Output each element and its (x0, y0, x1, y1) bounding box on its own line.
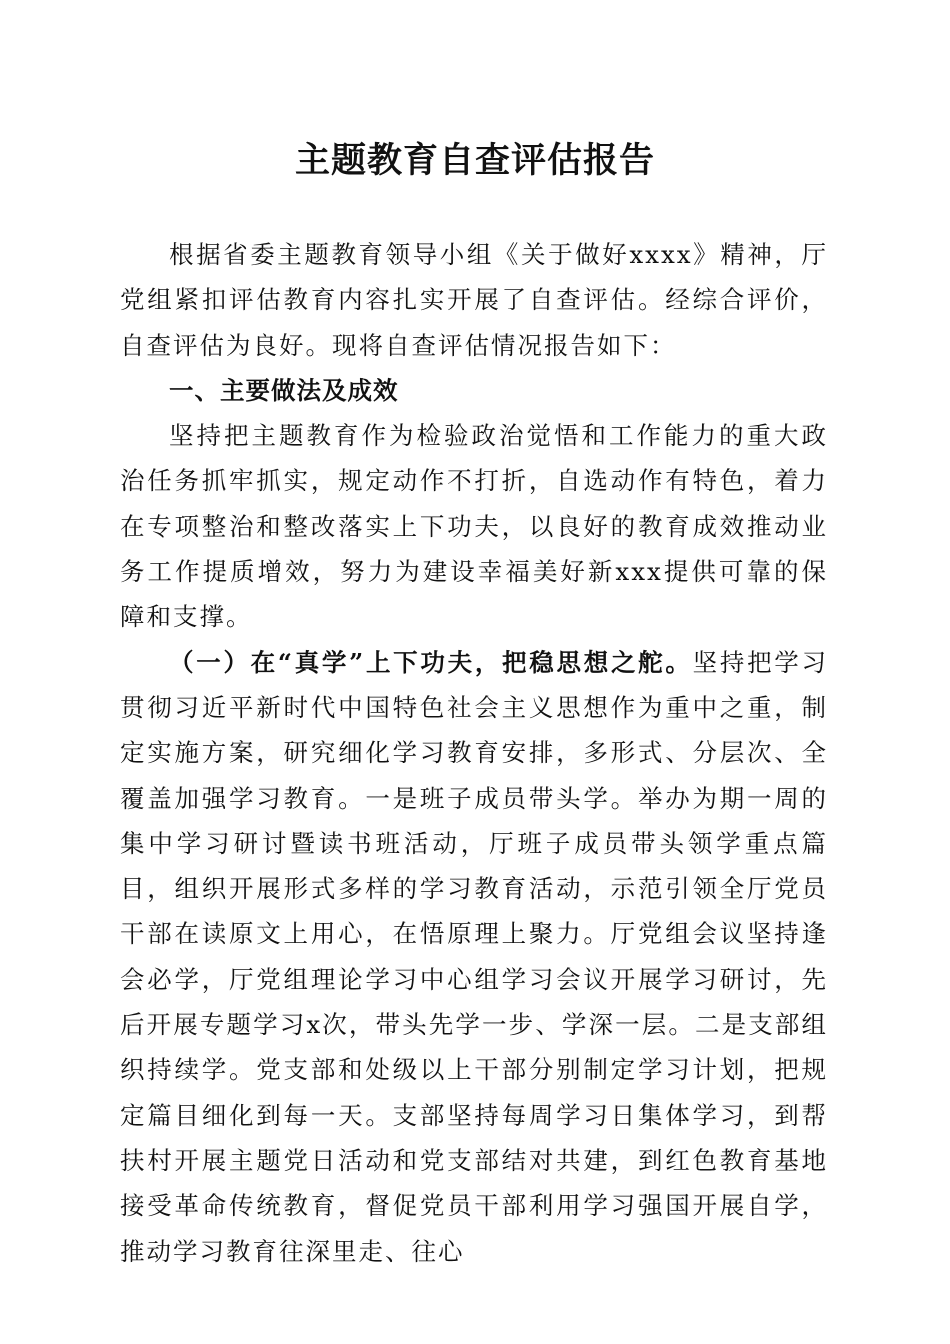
document-body (120, 232, 828, 1274)
document-title: 主题教育自查评估报告 (294, 141, 655, 181)
subsection-paragraph (120, 640, 828, 1274)
section-paragraph: 坚持把主题教育作为检验政治觉悟和工作能力的重大政治任务抓牢抓实，规定动作不打折，自选动作有特色，着力在专项整治和整改落实上下功夫，以良好的教育成效推动业务工作提质增效，努力为建设幸福美好新xxx提供可靠的保障和支撑。 (120, 421, 828, 632)
subsection-body: 坚持把学习贯彻习近平新时代中国特色社会主义思想作为重中之重，制定实施方案，研究细化学习教育安排，多形式、分层次、全覆盖加强学习教育。一是班子成员带头学。举办为期一周的集中学习研讨暨读书班活动，厅班子成员带头领学重点篇目，组织开展形式多样的学习教育活动，示范引领全厅党员干部在读原文上用心，在悟原理上聚力。厅党组会议坚持逢会必学，厅党组理论学习中心组学习会议开展学习研讨，先后开展专题学习x次，带头先学一步、学深一层。二是支部组织持续学。党支部和处级以上干部分别制定学习计划，把规定篇目细化到每一天。支部坚持每周学习日集体学习，到帮扶村开展主题党日活动和党支部结对共建，到红色教育基地接受革命传统教育，督促党员干部利用学习强国开展自学，推动学习教育往深里走、往心 (120, 647, 829, 1266)
section-heading: 一、主要做法及成效 (169, 375, 399, 405)
subsection-heading: （一）在“真学”上下功夫，把稳思想之舵。 (169, 647, 693, 677)
intro-paragraph: 根据省委主题教育领导小组《关于做好xxxx》精神，厅党组紧扣评估教育内容扎实开展了自查评估。经综合评价，自查评估为良好。现将自查评估情况报告如下： (120, 240, 828, 360)
